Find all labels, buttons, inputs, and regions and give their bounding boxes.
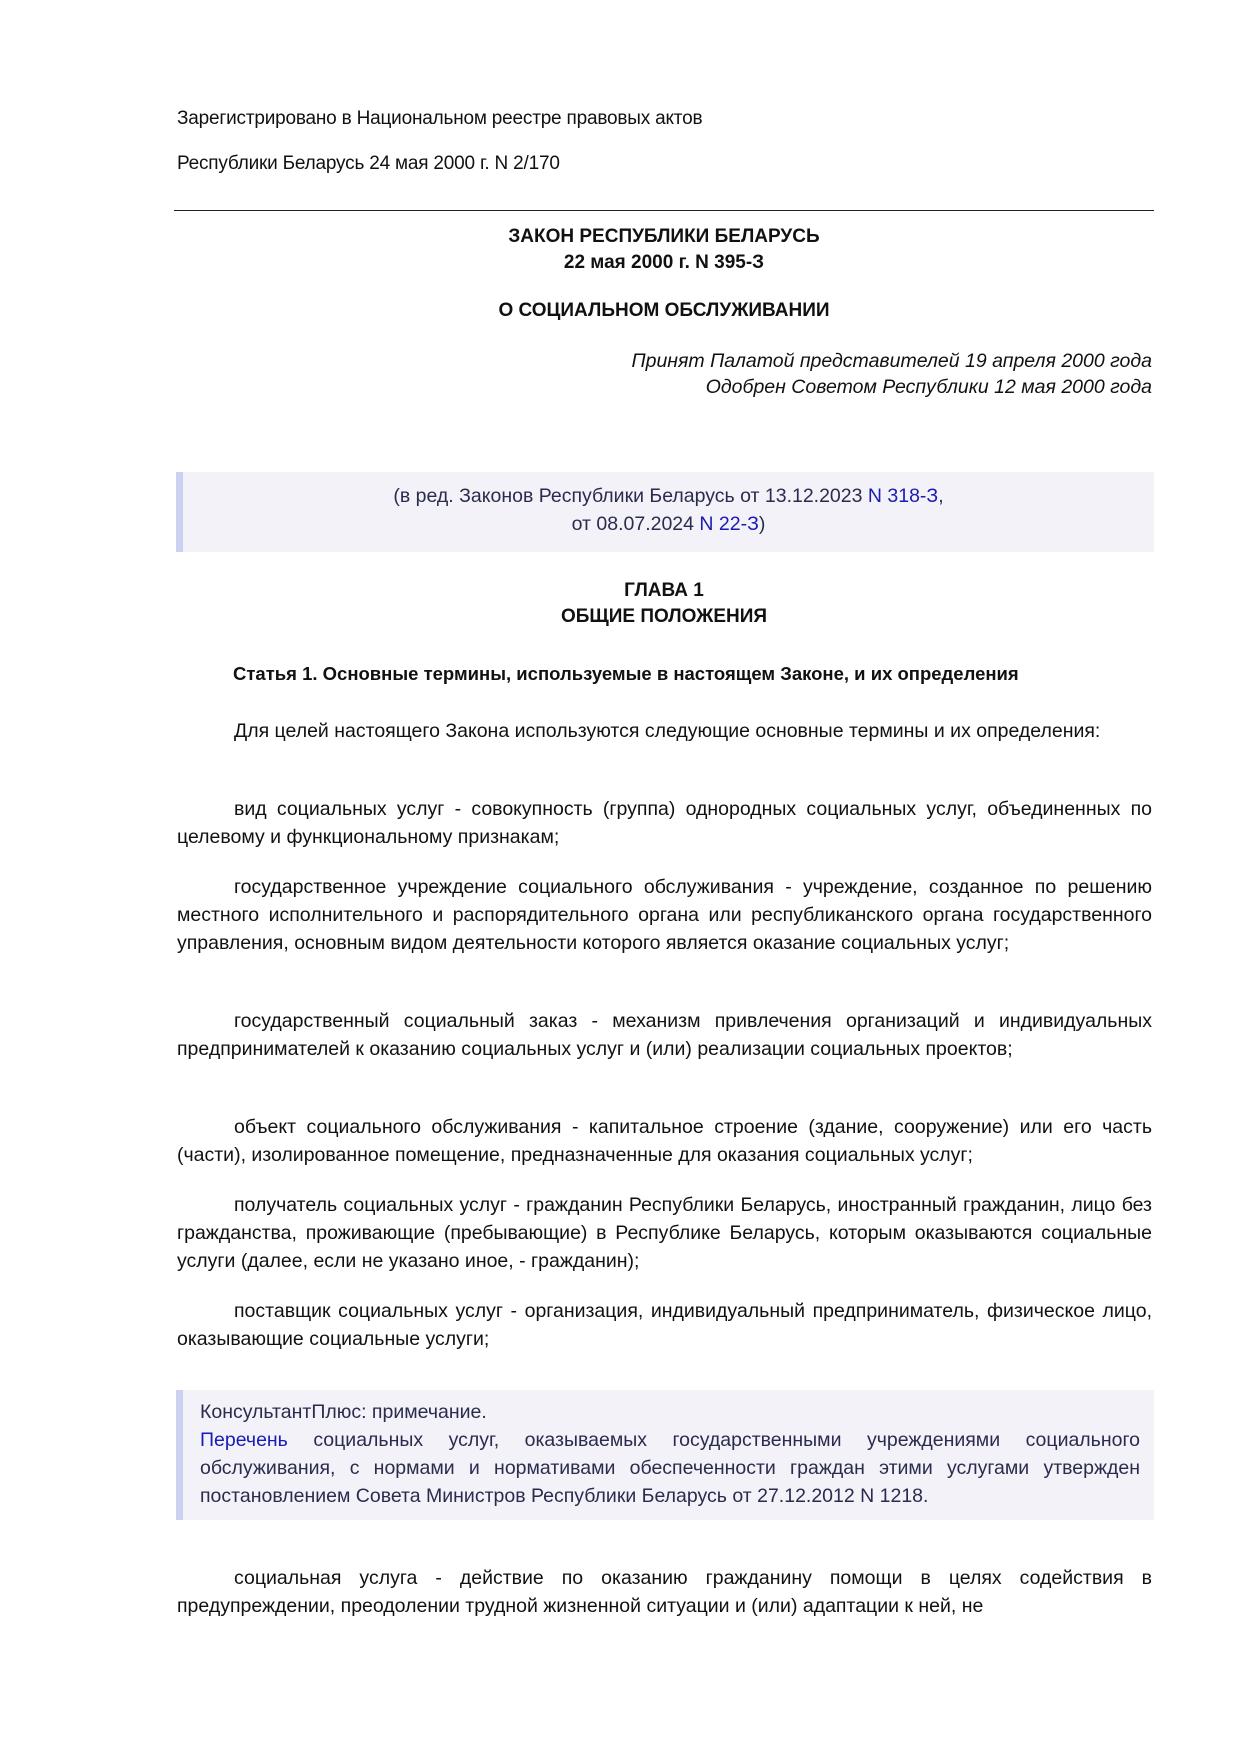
amendments-line-2 [183,510,1154,538]
registration-line-1: Зарегистрировано в Национальном реестре правовых актов [177,108,703,129]
registration-line-2: Республики Беларусь 24 мая 2000 г. N 2/170 [177,153,560,174]
amendments-suffix-1: , [938,485,944,507]
law-date-number: 22 мая 2000 г. N 395-З [563,252,765,273]
term-paragraph-last: социальная услуга - действие по оказанию гражданину помощи в целях содействия в предупреждении, преодолении трудной жизненной ситуации и (или) адаптации к ней, не [177,1567,1152,1617]
amendments-line-1 [183,482,1154,510]
amendments-text-1: (в ред. Законов Республики Беларусь от 13.12.2023 [393,485,868,507]
chapter-title: ОБЩИЕ ПОЛОЖЕНИЯ [560,606,768,627]
amendments-box [176,472,1154,552]
amendment-link-22[interactable]: N 22-З [699,513,759,535]
article-intro: Для целей настоящего Закона используются следующие основные термины и их определения: [234,720,1101,742]
amendments-text-2: от 08.07.2024 [571,513,700,535]
law-title: ЗАКОН РЕСПУБЛИКИ БЕЛАРУСЬ [508,226,820,247]
term-paragraph: объект социального обслуживания - капитальное строение (здание, сооружение) или его часть (части), изолированное помещение, предназначенные для оказания социальных услуг; [177,1116,1152,1166]
adopted-note: Принят Палатой представителей 19 апреля 2000 года [631,350,1152,372]
term-paragraph: вид социальных услуг - совокупность (группа) однородных социальных услуг, объединенных по целевому и функциональному признакам; [177,798,1152,848]
header-divider [174,210,1154,211]
note-text: социальных услуг, оказываемых государственными учреждениями социального обслуживания, с нормами и нормативами обеспеченности граждан этими услугами утвержден постановлением Совета Министров Республики Беларусь от 27.12.2012 N 1218. [200,1429,1140,1507]
term-paragraph: поставщик социальных услуг - организация, индивидуальный предприниматель, физическое лицо, оказывающие социальные услуги; [177,1300,1152,1350]
amendments-suffix-2: ) [758,513,766,535]
term-paragraph: государственное учреждение социального обслуживания - учреждение, созданное по решению местного исполнительного и распорядительного органа или республиканского органа государственного управления, основным видом деятельности которого является оказание социальных услуг; [177,876,1152,954]
term-paragraph: получатель социальных услуг - гражданин Республики Беларусь, иностранный гражданин, лицо без гражданства, проживающие (пребывающие) в Республике Беларусь, которым оказываются социальные услуги (далее, если не указано иное, - гражданин); [177,1194,1152,1272]
note-link-perechen[interactable]: Перечень [200,1429,288,1451]
approved-note: Одобрен Советом Республики 12 мая 2000 года [705,376,1152,398]
term-paragraph: государственный социальный заказ - механизм привлечения организаций и индивидуальных предпринимателей к оказанию социальных услуг и (или) реализации социальных проектов; [177,1010,1152,1060]
note-heading: КонсультантПлюс: примечание. [200,1401,487,1423]
chapter-number: ГЛАВА 1 [624,580,704,601]
consultant-note-box [176,1390,1154,1520]
note-body [200,1426,1140,1510]
article-title: Статья 1. Основные термины, используемые в настоящем Законе, и их определения [233,663,1019,684]
amendment-link-318[interactable]: N 318-З [867,485,939,507]
law-subject: О СОЦИАЛЬНОМ ОБСЛУЖИВАНИИ [498,300,830,321]
